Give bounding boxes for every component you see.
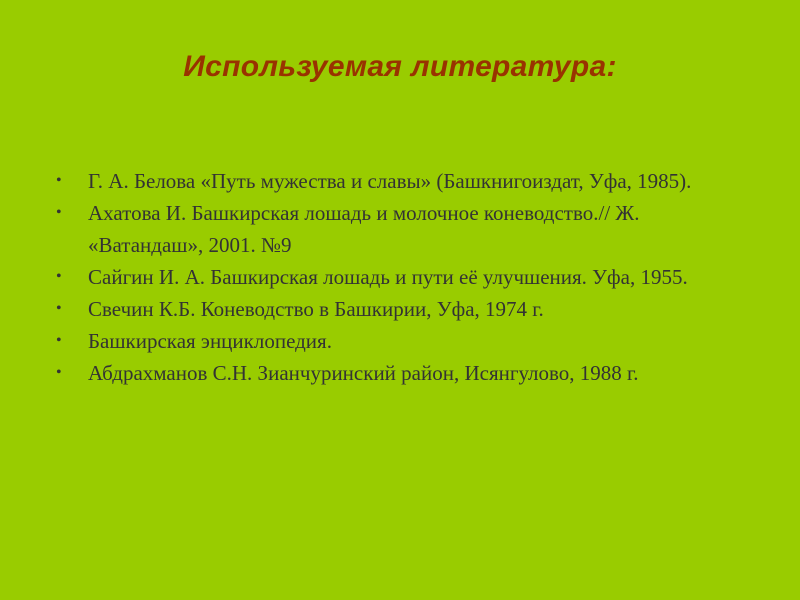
reference-list — [52, 165, 742, 389]
bullet-icon: • — [56, 172, 62, 189]
bullet-icon: • — [56, 332, 62, 349]
slide-title: Используемая литература: — [183, 50, 617, 83]
list-item — [52, 165, 742, 197]
reference-text: Ахатова И. Башкирская лошадь и молочное коневодство.// Ж. «Ватандаш», 2001. №9 — [88, 201, 640, 257]
list-item — [52, 261, 742, 293]
bullet-icon: • — [56, 300, 62, 317]
bullet-icon: • — [56, 204, 62, 221]
reference-text: Башкирская энциклопедия. — [88, 329, 332, 353]
list-item — [52, 197, 742, 261]
list-item — [52, 357, 742, 389]
reference-text: Абдрахманов С.Н. Зианчуринский район, Исянгулово, 1988 г. — [88, 361, 639, 385]
reference-text: Сайгин И. А. Башкирская лошадь и пути её улучшения. Уфа, 1955. — [88, 265, 688, 289]
list-item — [52, 325, 742, 357]
reference-text: Свечин К.Б. Коневодство в Башкирии, Уфа, 1974 г. — [88, 297, 544, 321]
list-item — [52, 293, 742, 325]
bullet-icon: • — [56, 268, 62, 285]
bullet-icon: • — [56, 364, 62, 381]
reference-text: Г. А. Белова «Путь мужества и славы» (Башкнигоиздат, Уфа, 1985). — [88, 169, 692, 193]
